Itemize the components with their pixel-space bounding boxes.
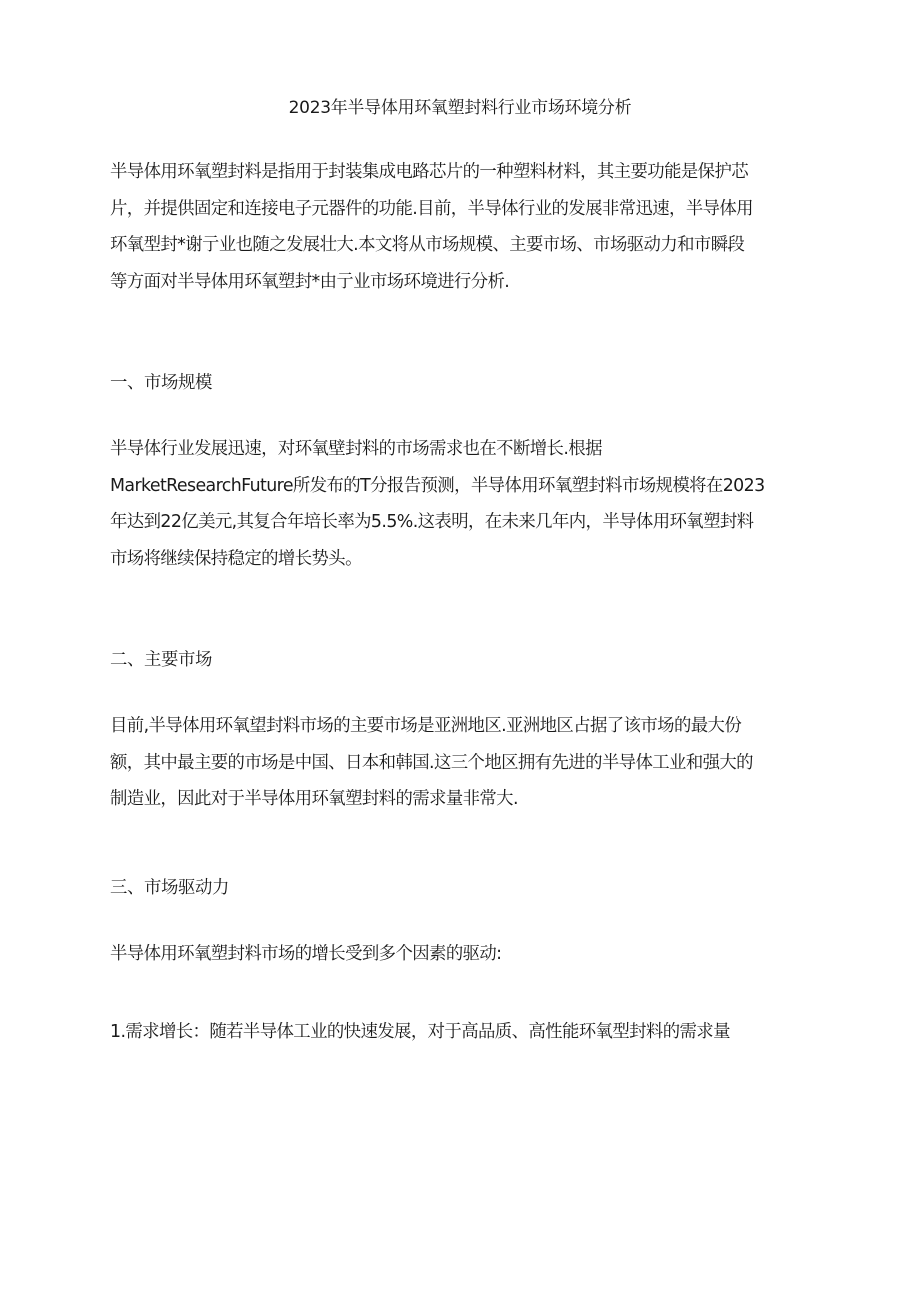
section-heading-market-drivers: 三、市场驱动力 — [110, 878, 229, 898]
paragraph-line: 环氧型封*谢亍业也随之发展壮大.本文将从市场规模、主要市场、市场驱动力和市瞬段 — [110, 235, 745, 255]
list-item-demand-growth — [110, 1014, 820, 1051]
paragraph-line: 市场将继续保持稳定的增长势头。 — [110, 548, 362, 569]
section-heading-market-size: 一、市场规模 — [110, 373, 212, 393]
paragraph-line: 半导体用环氧塑封料是指用于封装集成电路芯片的一种塑料材料，其主要功能是保护芯 — [110, 162, 749, 182]
intro-paragraph — [110, 154, 820, 300]
document-title: 2023年半导体用环氧塑封料行业市场环境分析 — [288, 98, 632, 118]
paragraph-line: 额，其中最主要的市场是中国、日本和韩国.这三个地区拥有先进的半导体工业和强大的 — [110, 752, 753, 773]
market-size-paragraph — [110, 431, 820, 577]
market-drivers-paragraph — [110, 936, 820, 973]
paragraph-line: MarketResearchFuture所发布的T分报告预测，半导体用环氧塑封料市场规模将在2023 — [110, 475, 765, 496]
section-heading-main-markets: 二、主要市场 — [110, 650, 212, 670]
paragraph-line: 等方面对半导体用环氧塑封*由亍业市场环境进行分析. — [110, 271, 510, 292]
main-markets-paragraph — [110, 708, 820, 818]
paragraph-line: 年达到22亿美元,其复合年培长率为5.5%.这表明，在未来几年内，半导体用环氧塑封料 — [110, 512, 754, 532]
paragraph-line: 半导体用环氧塑封料市场的增长受到多个因素的驱动: — [110, 944, 502, 964]
paragraph-line: 半导体行业发展迅速，对环氧壁封料的市场需求也在不断增长.根据 — [110, 439, 602, 459]
paragraph-line: 制造业，因此对于半导体用环氧塑封料的需求量非常大. — [110, 789, 518, 809]
paragraph-line: 片，并提供固定和连接电子元器件的功能.目前，半导体行业的发展非常迅速，半导体用 — [110, 198, 753, 219]
list-item-text: 1.需求增长：随若半导体工业的快速发展，对于高品质、高性能环氧型封料的需求量 — [110, 1022, 730, 1042]
paragraph-line: 目前,半导体用环氧望封料市场的主要市场是亚洲地区.亚洲地区占据了该市场的最大份 — [110, 716, 742, 736]
